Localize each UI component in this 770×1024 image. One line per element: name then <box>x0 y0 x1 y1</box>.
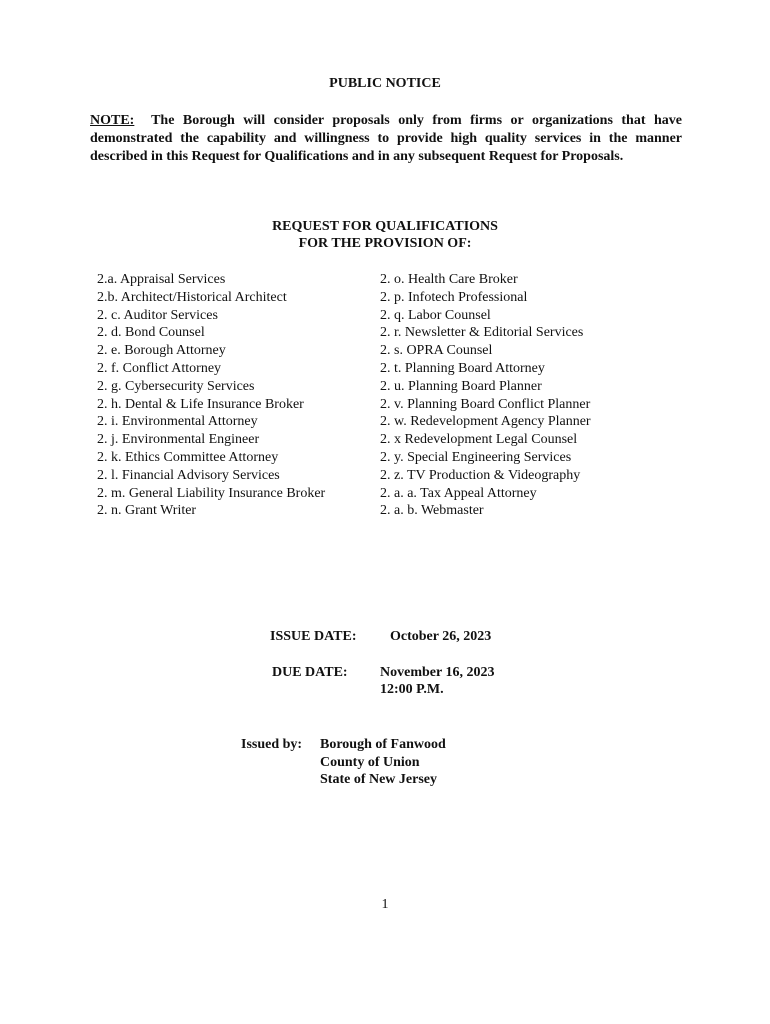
note-text: The Borough will consider proposals only from firms or organizations that have demonstrated the capability and willingness to provide high quality services in the manner described in this Request for Qualifications and in any subsequent Request for Proposals. <box>90 113 682 164</box>
issued-by-block <box>320 736 446 789</box>
rfq-heading-line-2: FOR THE PROVISION OF: <box>298 236 472 251</box>
service-item: 2. w. Redevelopment Agency Planner <box>380 414 591 430</box>
service-item: 2. l. Financial Advisory Services <box>97 467 280 483</box>
rfq-heading-line-1: REQUEST FOR QUALIFICATIONS <box>272 219 498 234</box>
issued-by-line-2: County of Union <box>320 754 420 770</box>
issued-by-line-3: State of New Jersey <box>320 772 438 787</box>
service-item: 2. r. Newsletter & Editorial Services <box>380 325 584 341</box>
service-item: 2. j. Environmental Engineer <box>97 432 260 448</box>
service-item: 2. z. TV Production & Videography <box>380 467 581 483</box>
service-item: 2. d. Bond Counsel <box>97 325 205 341</box>
service-item: 2.b. Architect/Historical Architect <box>97 289 287 305</box>
service-item: 2. f. Conflict Attorney <box>97 360 222 376</box>
service-item: 2. p. Infotech Professional <box>380 289 528 305</box>
issue-date-label: ISSUE DATE: <box>270 629 357 644</box>
service-item: 2. h. Dental & Life Insurance Broker <box>97 396 304 412</box>
services-list-right <box>380 271 591 520</box>
service-item: 2. g. Cybersecurity Services <box>97 378 255 394</box>
service-item: 2. x Redevelopment Legal Counsel <box>380 432 578 448</box>
service-item: 2. o. Health Care Broker <box>380 272 518 287</box>
service-item: 2. e. Borough Attorney <box>97 343 226 359</box>
service-item: 2. v. Planning Board Conflict Planner <box>380 396 591 412</box>
service-item: 2. a. b. Webmaster <box>380 503 484 519</box>
rfq-heading <box>0 218 770 252</box>
services-list-left <box>97 271 325 520</box>
note-paragraph <box>90 112 682 166</box>
service-item: 2. q. Labor Counsel <box>380 307 491 323</box>
service-item: 2. y. Special Engineering Services <box>380 449 572 465</box>
service-item: 2. i. Environmental Attorney <box>97 414 258 430</box>
service-item: 2. c. Auditor Services <box>97 307 218 323</box>
issued-by-label: Issued by: <box>241 737 303 752</box>
due-date-time: 12:00 P.M. <box>380 682 444 697</box>
note-label: NOTE: <box>90 113 135 128</box>
issued-by-line-1: Borough of Fanwood <box>320 737 446 752</box>
service-item: 2. t. Planning Board Attorney <box>380 360 545 376</box>
due-date-label: DUE DATE: <box>272 665 348 680</box>
service-item: 2. u. Planning Board Planner <box>380 378 542 394</box>
service-item: 2.a. Appraisal Services <box>97 272 226 287</box>
due-date-value: November 16, 2023 <box>380 665 495 680</box>
service-item: 2. m. General Liability Insurance Broker <box>97 485 326 501</box>
issue-date-value: October 26, 2023 <box>390 629 492 644</box>
page-number: 1 <box>381 897 389 912</box>
service-item: 2. n. Grant Writer <box>97 503 197 519</box>
service-item: 2. a. a. Tax Appeal Attorney <box>380 485 537 501</box>
page-title: PUBLIC NOTICE <box>329 76 441 91</box>
service-item: 2. s. OPRA Counsel <box>380 343 493 359</box>
service-item: 2. k. Ethics Committee Attorney <box>97 449 279 465</box>
